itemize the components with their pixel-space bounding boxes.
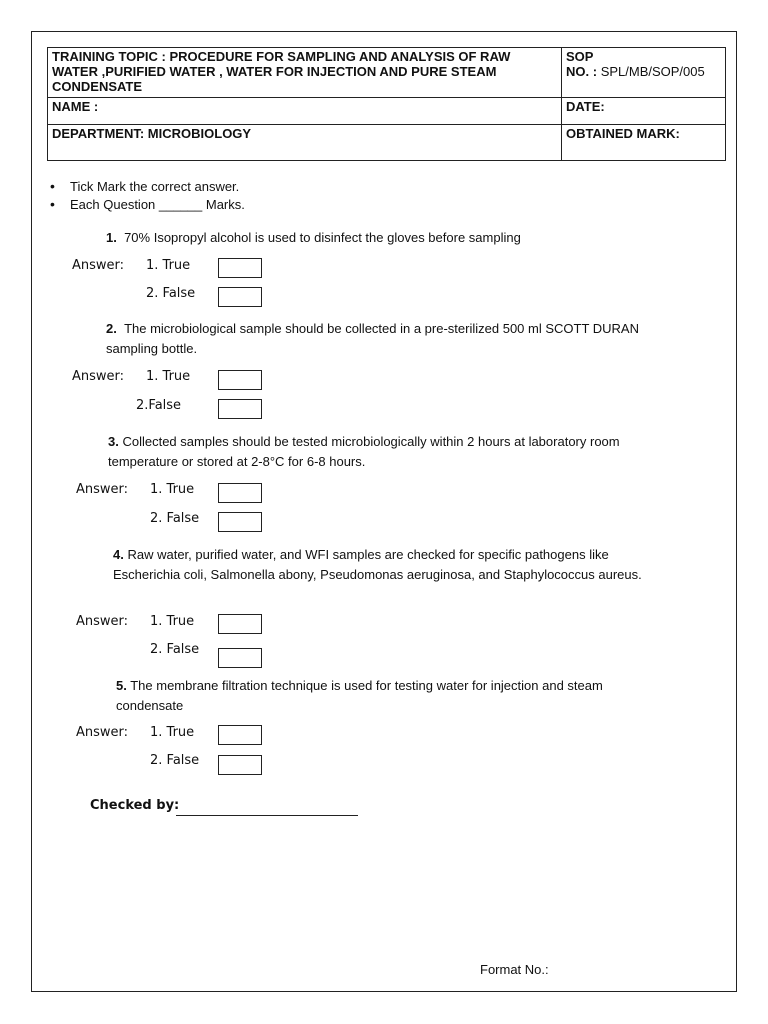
question-3: 3. Collected samples should be tested microbiologically within 2 hours at laboratory room temperature or stored at 2-8°C for 6-8 hours. <box>108 434 620 469</box>
instruction-item: • Each Question ______ Marks. <box>50 195 245 212</box>
answer-label: Answer: <box>72 369 125 384</box>
header-table <box>47 47 726 161</box>
q5-option-true: 1. True <box>150 725 195 740</box>
q1-option-false: 2. False <box>146 286 196 301</box>
checked-by-label: Checked by: <box>90 798 180 813</box>
q3-checkbox-false[interactable] <box>218 512 262 532</box>
q2-checkbox-false[interactable] <box>218 399 262 419</box>
answer-label: Answer: <box>76 725 129 740</box>
q2-option-true: 1. True <box>146 369 191 384</box>
answer-label: Answer: <box>76 482 129 497</box>
bullet-icon: • <box>50 178 55 194</box>
q5-option-false: 2. False <box>150 753 200 768</box>
q1-checkbox-true[interactable] <box>218 258 262 278</box>
bullet-icon: • <box>50 195 55 212</box>
q4-checkbox-true[interactable] <box>218 614 262 634</box>
q4-option-false: 2. False <box>150 642 200 657</box>
training-topic: TRAINING TOPIC : PROCEDURE FOR SAMPLING AND ANALYSIS OF RAW WATER ,PURIFIED WATER , WATER FOR INJECTION AND PURE STEAM CONDENSATE <box>48 48 562 98</box>
name-label: NAME : <box>48 98 562 125</box>
q4-checkbox-false[interactable] <box>218 648 262 668</box>
question-4: 4. Raw water, purified water, and WFI samples are checked for specific pathogens like Escherichia coli, Salmonella abony, Pseudomonas aeruginosa, and Staphylococcus aureus. <box>113 547 642 582</box>
q3-checkbox-true[interactable] <box>218 483 262 503</box>
answer-label: Answer: <box>72 258 125 273</box>
question-2: 2. The microbiological sample should be collected in a pre-sterilized 500 ml SCOTT DURAN sampling bottle. <box>106 321 639 356</box>
sop-label: SOP <box>566 49 594 64</box>
instructions <box>50 178 245 213</box>
q5-checkbox-true[interactable] <box>218 725 262 745</box>
obtained-mark-label: OBTAINED MARK: <box>562 125 726 161</box>
sop-cell <box>562 48 726 98</box>
sop-no-value: SPL/MB/SOP/005 <box>600 64 705 79</box>
answer-label: Answer: <box>76 614 129 629</box>
q4-option-true: 1. True <box>150 614 195 629</box>
q3-option-false: 2. False <box>150 511 200 526</box>
department-label: DEPARTMENT: MICROBIOLOGY <box>48 125 562 161</box>
q1-option-true: 1. True <box>146 258 191 273</box>
instruction-item: • Tick Mark the correct answer. <box>50 178 240 194</box>
q2-option-false: 2.False <box>136 398 182 413</box>
q2-checkbox-true[interactable] <box>218 370 262 390</box>
question-1: 1. 70% Isopropyl alcohol is used to disinfect the gloves before sampling <box>106 230 521 245</box>
page-border <box>31 31 737 992</box>
q3-option-true: 1. True <box>150 482 195 497</box>
sop-no-label: NO. : <box>566 64 598 79</box>
checked-by-line <box>176 815 358 816</box>
format-no-label: Format No.: <box>480 962 549 977</box>
q1-checkbox-false[interactable] <box>218 287 262 307</box>
q5-checkbox-false[interactable] <box>218 755 262 775</box>
date-label: DATE: <box>562 98 726 125</box>
question-5: 5. The membrane filtration technique is used for testing water for injection and steam condensate <box>116 678 603 713</box>
